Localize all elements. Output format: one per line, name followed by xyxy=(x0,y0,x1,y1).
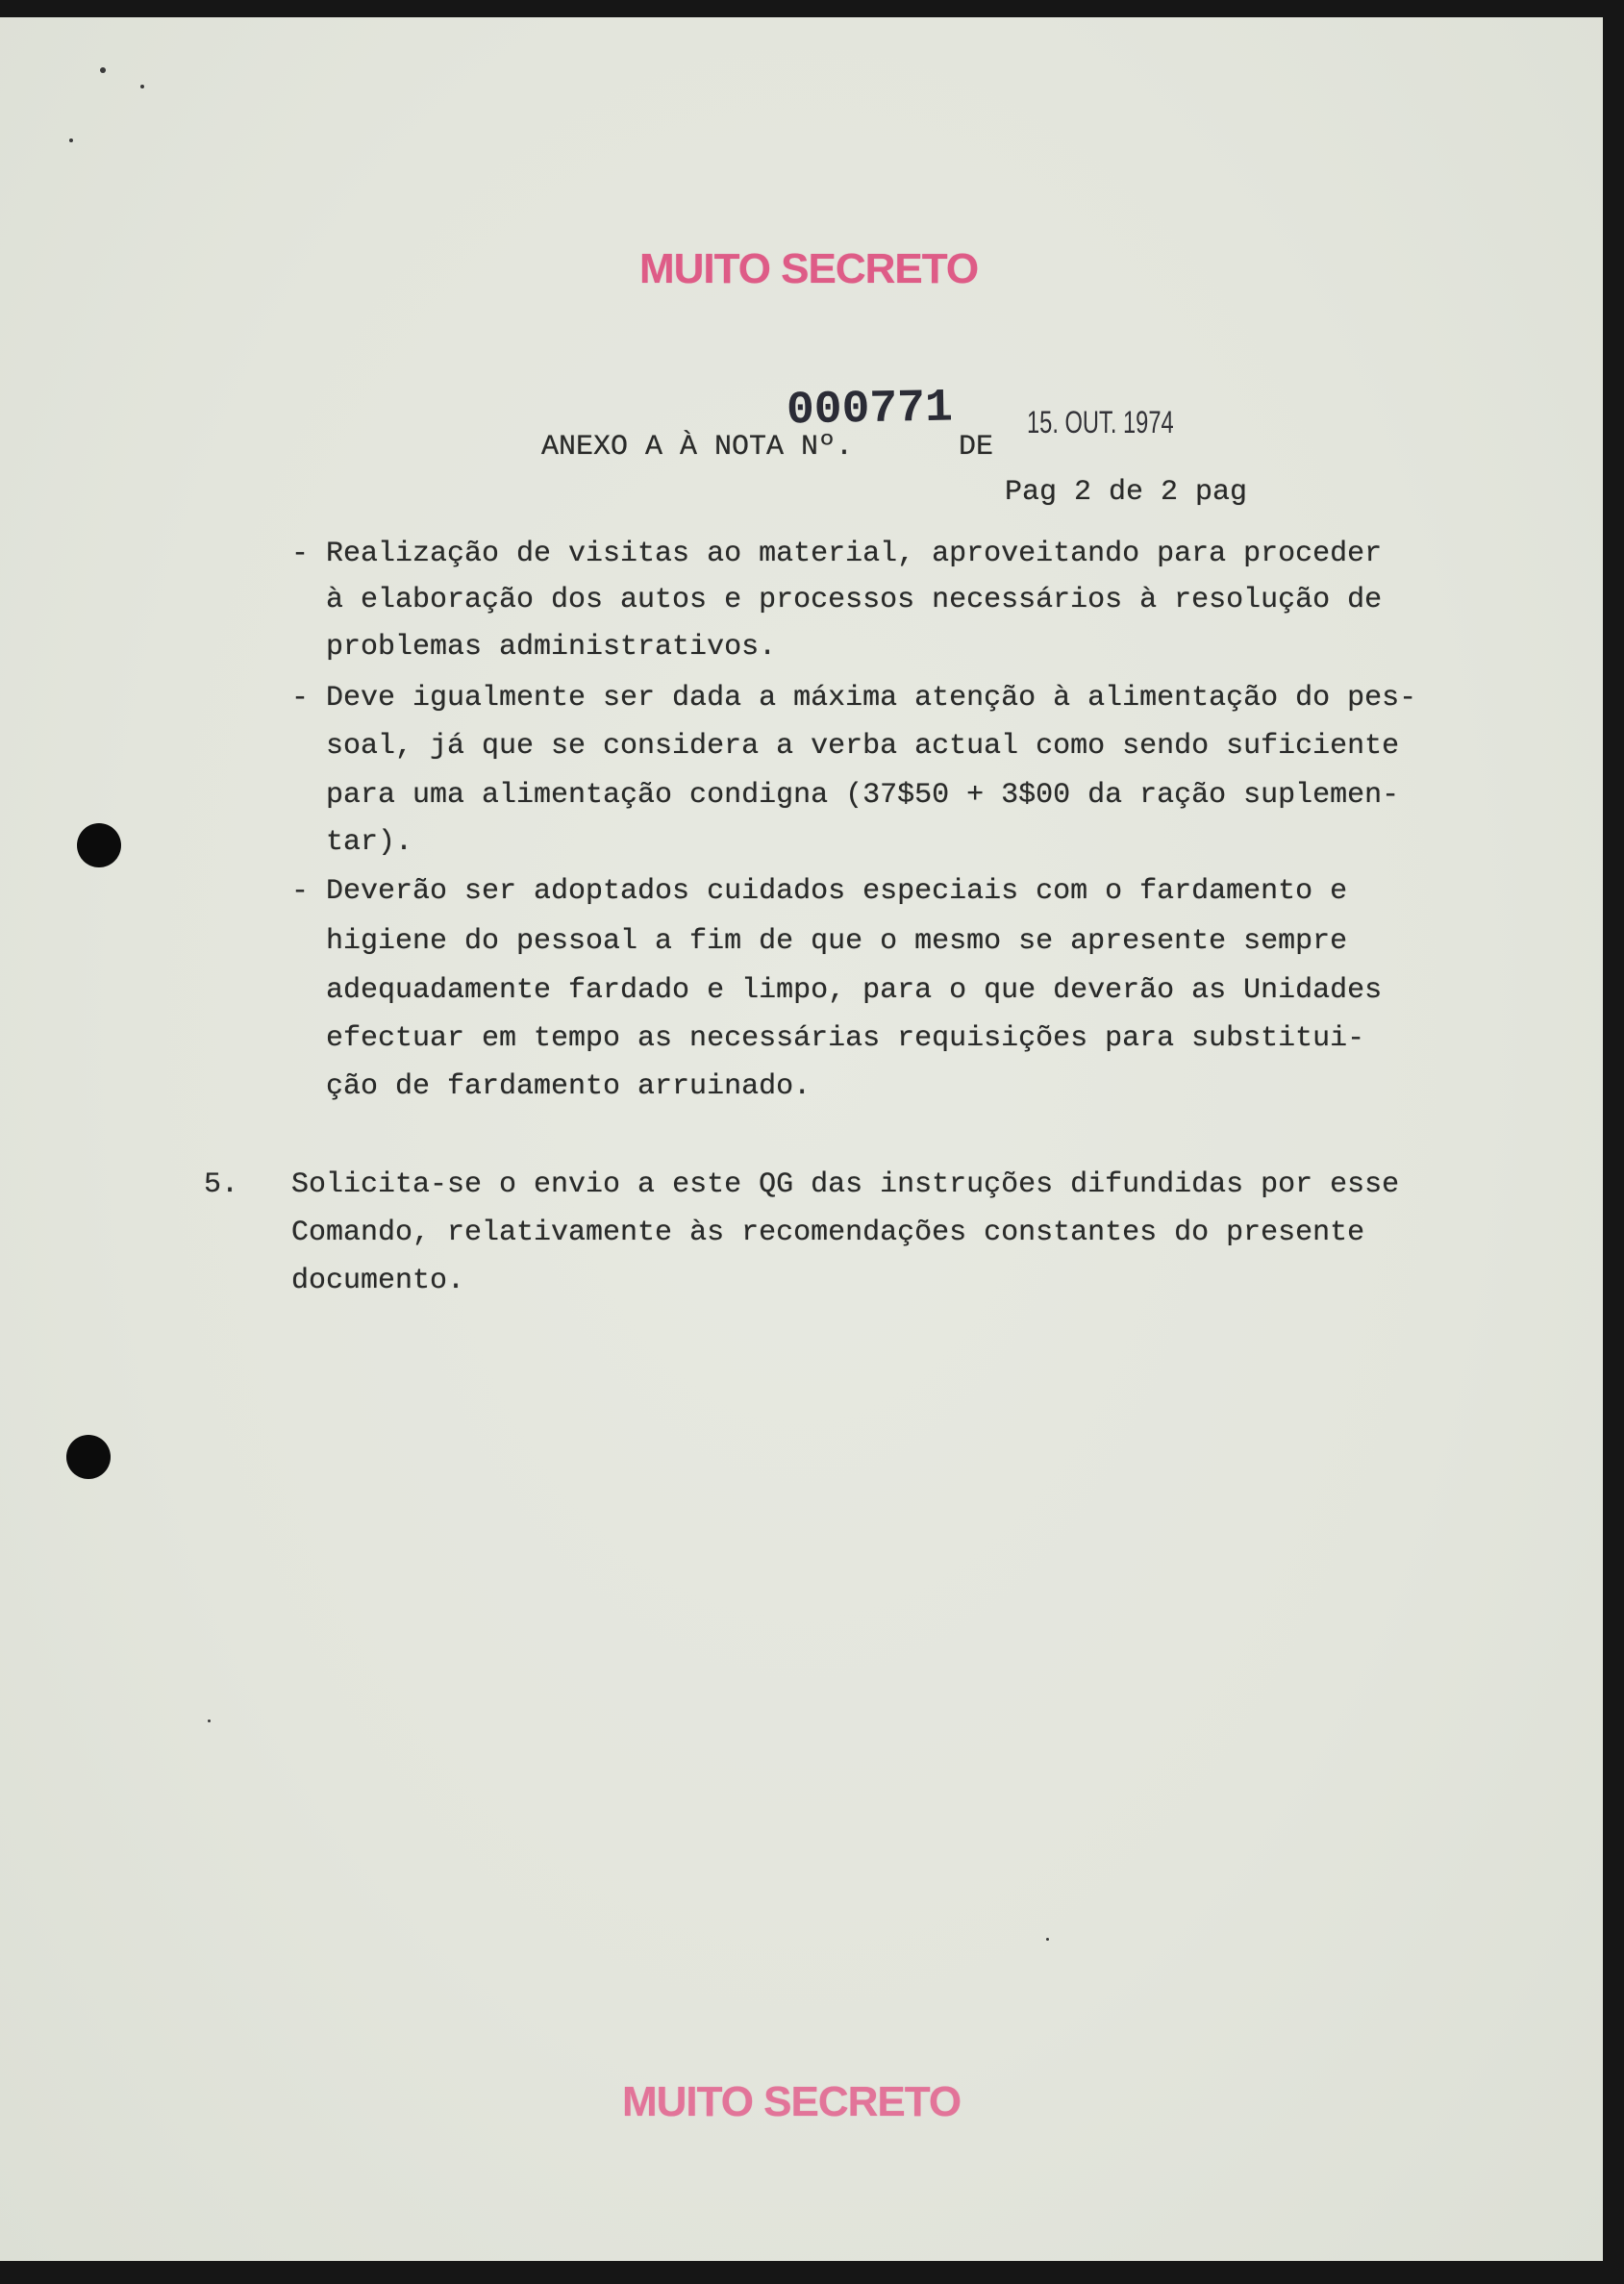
paper-speck xyxy=(1046,1938,1049,1941)
bullet-line: ção de fardamento arruinado. xyxy=(326,1070,812,1103)
bullet-line: Deve igualmente ser dada a máxima atenção à alimentação do pes- xyxy=(326,682,1417,715)
date-stamp: 15. OUT. 1974 xyxy=(1027,405,1174,439)
paper-speck xyxy=(69,138,73,142)
paper-speck xyxy=(208,1719,211,1722)
paragraph-line: documento. xyxy=(291,1265,465,1297)
bullet-line: higiene do pessoal a fim de que o mesmo se apresente sempre xyxy=(326,925,1348,958)
note-number-stamp: 000771 xyxy=(786,382,954,438)
bullet-line: soal, já que se considera a verba actual como sendo suficiente xyxy=(326,730,1400,763)
classification-stamp-top: MUITO SECRETO xyxy=(638,245,979,292)
bullet-line: Deverão ser adoptados cuidados especiais com o fardamento e xyxy=(326,875,1348,908)
paper-speck xyxy=(140,85,144,88)
bullet-line: adequadamente fardado e limpo, para o que deverão as Unidades xyxy=(326,974,1383,1007)
paragraph-number: 5. xyxy=(204,1168,239,1201)
bullet-line: problemas administrativos. xyxy=(326,631,777,664)
bullet-line: à elaboração dos autos e processos necessários à resolução de xyxy=(326,584,1383,616)
punch-hole xyxy=(66,1435,111,1479)
date-label: DE xyxy=(959,431,994,464)
bullet-line: efectuar em tempo as necessárias requisições para substitui- xyxy=(326,1022,1365,1055)
paragraph-line: Comando, relativamente às recomendações constantes do presente xyxy=(291,1217,1365,1249)
paper-speck xyxy=(100,67,106,73)
paragraph-line: Solicita-se o envio a este QG das instruções difundidas por esse xyxy=(291,1168,1400,1201)
bullet-marker: - xyxy=(291,538,310,570)
bullet-marker: - xyxy=(291,682,310,715)
bullet-marker: - xyxy=(291,875,310,908)
annex-label: ANEXO A À NOTA Nº. xyxy=(541,431,854,464)
paper-sheet xyxy=(0,17,1603,2261)
page-indicator: Pag 2 de 2 pag xyxy=(1005,476,1248,509)
punch-hole xyxy=(77,823,121,867)
bullet-line: tar). xyxy=(326,826,413,859)
bullet-line: Realização de visitas ao material, aproveitando para proceder xyxy=(326,538,1383,570)
bullet-line: para uma alimentação condigna (37$50 + 3$00 da ração suplemen- xyxy=(326,779,1400,812)
classification-stamp-bottom: MUITO SECRETO xyxy=(621,2078,962,2125)
